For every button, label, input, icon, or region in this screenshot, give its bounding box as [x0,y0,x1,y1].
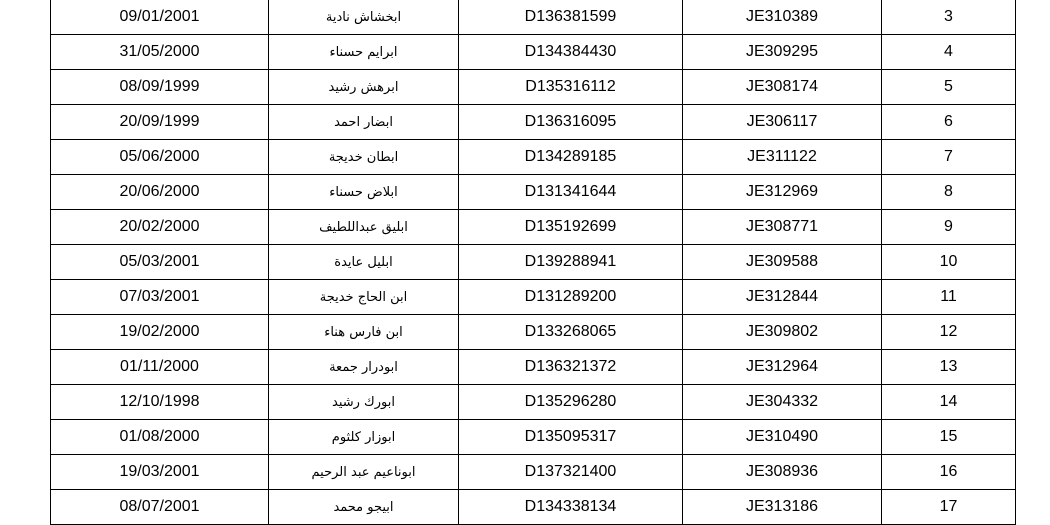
code-cell: JE311122 [683,140,882,175]
student-name-cell: ابرهش رشيد [269,70,459,105]
code-cell: JE312844 [683,280,882,315]
cne-cell: D135095317 [459,420,683,455]
row-number-cell: 4 [882,35,1016,70]
cne-cell: D135316112 [459,70,683,105]
table-row [51,140,1016,175]
birth-date-cell: 31/05/2000 [51,35,269,70]
table-row [51,0,1016,35]
table-row [51,385,1016,420]
student-name-cell: ابليل عايدة [269,245,459,280]
table-body [51,0,1016,525]
cne-cell: D137321400 [459,455,683,490]
code-cell: JE306117 [683,105,882,140]
cne-cell: D131289200 [459,280,683,315]
cne-cell: D135192699 [459,210,683,245]
cne-cell: D135296280 [459,385,683,420]
birth-date-cell: 20/09/1999 [51,105,269,140]
row-number-cell: 9 [882,210,1016,245]
code-cell: JE308771 [683,210,882,245]
birth-date-cell: 05/06/2000 [51,140,269,175]
student-name-cell: ابليق عبداللطيف [269,210,459,245]
code-cell: JE308936 [683,455,882,490]
student-name-cell: ابضار احمد [269,105,459,140]
student-table [50,0,1016,525]
student-name-cell: ابطان خديجة [269,140,459,175]
student-name-cell: ابوزار كلثوم [269,420,459,455]
student-name-cell: ابورك رشيد [269,385,459,420]
cne-cell: D134338134 [459,490,683,525]
birth-date-cell: 19/02/2000 [51,315,269,350]
row-number-cell: 6 [882,105,1016,140]
table-row [51,490,1016,525]
birth-date-cell: 08/07/2001 [51,490,269,525]
cne-cell: D134289185 [459,140,683,175]
student-name-cell: ابخشاش نادية [269,0,459,35]
row-number-cell: 14 [882,385,1016,420]
code-cell: JE309588 [683,245,882,280]
table-row [51,420,1016,455]
code-cell: JE312964 [683,350,882,385]
row-number-cell: 7 [882,140,1016,175]
cne-cell: D136321372 [459,350,683,385]
table-row [51,210,1016,245]
row-number-cell: 13 [882,350,1016,385]
table-row [51,175,1016,210]
code-cell: JE313186 [683,490,882,525]
birth-date-cell: 05/03/2001 [51,245,269,280]
table-row [51,280,1016,315]
row-number-cell: 16 [882,455,1016,490]
code-cell: JE310490 [683,420,882,455]
table-row [51,245,1016,280]
birth-date-cell: 20/02/2000 [51,210,269,245]
table-row [51,350,1016,385]
table-row [51,70,1016,105]
birth-date-cell: 12/10/1998 [51,385,269,420]
cne-cell: D136316095 [459,105,683,140]
code-cell: JE310389 [683,0,882,35]
row-number-cell: 5 [882,70,1016,105]
table-row [51,105,1016,140]
cne-cell: D136381599 [459,0,683,35]
student-name-cell: ابن الحاج خديجة [269,280,459,315]
student-name-cell: ابودرار جمعة [269,350,459,385]
student-name-cell: ابلاض حسناء [269,175,459,210]
table-row [51,315,1016,350]
student-name-cell: ابن فارس هناء [269,315,459,350]
birth-date-cell: 19/03/2001 [51,455,269,490]
student-name-cell: ابيجو محمد [269,490,459,525]
code-cell: JE312969 [683,175,882,210]
birth-date-cell: 07/03/2001 [51,280,269,315]
row-number-cell: 8 [882,175,1016,210]
table-row [51,35,1016,70]
cne-cell: D131341644 [459,175,683,210]
code-cell: JE304332 [683,385,882,420]
row-number-cell: 11 [882,280,1016,315]
birth-date-cell: 09/01/2001 [51,0,269,35]
birth-date-cell: 01/08/2000 [51,420,269,455]
row-number-cell: 15 [882,420,1016,455]
birth-date-cell: 20/06/2000 [51,175,269,210]
row-number-cell: 10 [882,245,1016,280]
row-number-cell: 17 [882,490,1016,525]
cne-cell: D134384430 [459,35,683,70]
cne-cell: D133268065 [459,315,683,350]
row-number-cell: 12 [882,315,1016,350]
birth-date-cell: 01/11/2000 [51,350,269,385]
code-cell: JE309802 [683,315,882,350]
row-number-cell: 3 [882,0,1016,35]
table-row [51,455,1016,490]
student-name-cell: ابوناعيم عبد الرحيم [269,455,459,490]
cne-cell: D139288941 [459,245,683,280]
code-cell: JE309295 [683,35,882,70]
code-cell: JE308174 [683,70,882,105]
birth-date-cell: 08/09/1999 [51,70,269,105]
student-name-cell: ابرايم حسناء [269,35,459,70]
